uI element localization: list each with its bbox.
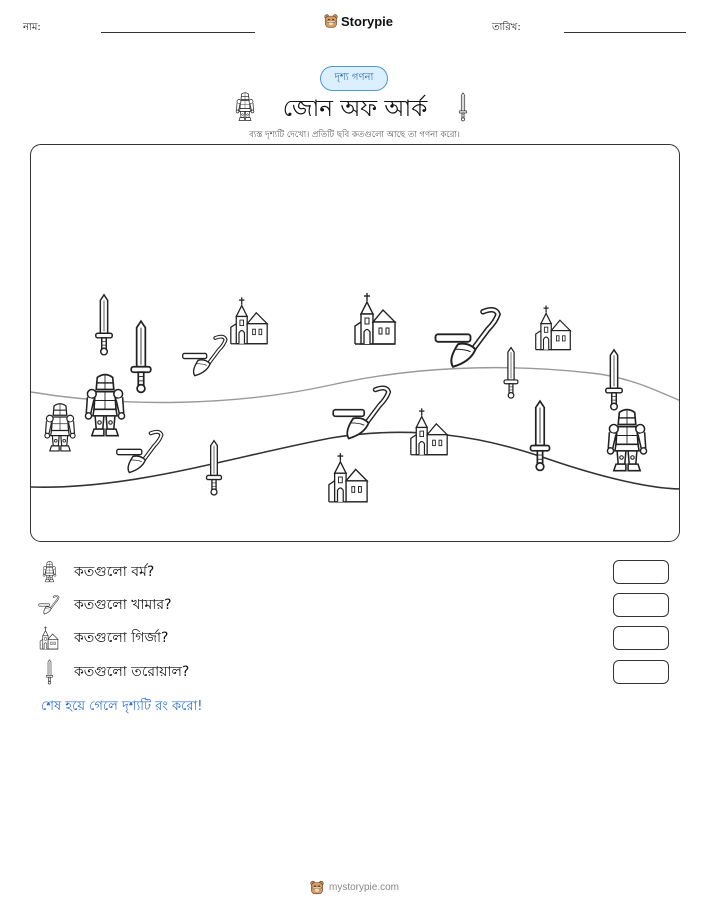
- brand-name: Storypie: [341, 13, 394, 29]
- knight-armor-icon: [607, 410, 646, 471]
- storypie-bear-icon: [324, 13, 338, 29]
- category-badge: দৃশ্য গণনা: [320, 66, 388, 91]
- finish-note: শেষ হয়ে গেলে দৃশ্যটি রং করো!: [41, 699, 203, 714]
- date-label: তারিখ:: [492, 22, 521, 33]
- date-field-line[interactable]: [564, 32, 686, 33]
- knight-armor-icon: [38, 560, 60, 584]
- sword-icon: [530, 401, 549, 470]
- name-field-line[interactable]: [101, 32, 255, 33]
- sword-icon: [606, 350, 622, 410]
- question-text: কতগুলো খামার?: [74, 597, 172, 613]
- knight-armor-icon: [235, 92, 255, 122]
- question-text: কতগুলো গির্জা?: [74, 630, 169, 646]
- plow-icon: [436, 310, 499, 367]
- counting-scene: [30, 144, 680, 542]
- storypie-bear-icon: [310, 880, 324, 895]
- sword-icon: [207, 441, 222, 495]
- question-row-sword: [38, 659, 672, 685]
- footer: [0, 880, 709, 895]
- church-icon: [355, 293, 395, 344]
- church-icon: [38, 626, 60, 650]
- footer-url[interactable]: mystorypie.com: [328, 882, 399, 893]
- name-label: নাম:: [23, 22, 41, 33]
- question-text: কতগুলো তরোয়াল?: [74, 664, 190, 680]
- brand-logo: [324, 13, 393, 29]
- plow-icon: [38, 593, 60, 617]
- knight-armor-icon: [85, 375, 124, 436]
- question-text: কতগুলো বর্ম?: [74, 564, 155, 580]
- sword-icon: [131, 321, 151, 392]
- church-icon: [536, 306, 571, 350]
- question-row-armor: [38, 559, 672, 585]
- answer-box-armor[interactable]: [613, 560, 669, 584]
- sword-icon: [504, 348, 518, 399]
- church-icon: [411, 408, 447, 454]
- instructions: ব্যস্ত দৃশ্যটি দেখো। প্রতিটি ছবি কতগুলো আছে তা গণনা করো।: [249, 130, 460, 140]
- plow-icon: [117, 432, 162, 473]
- page-title: জোন অফ আর্ক: [282, 96, 428, 122]
- sword-icon: [457, 92, 469, 122]
- church-icon: [231, 297, 267, 343]
- sword-icon: [96, 295, 112, 355]
- answer-box-plow[interactable]: [613, 593, 669, 617]
- plow-icon: [333, 388, 388, 438]
- answer-box-sword[interactable]: [613, 660, 669, 684]
- plow-icon: [183, 337, 226, 376]
- back-hill-line: [31, 368, 680, 403]
- sword-icon: [38, 660, 60, 684]
- question-row-church: [38, 625, 672, 651]
- question-row-plow: [38, 592, 672, 618]
- answer-box-church[interactable]: [613, 626, 669, 650]
- knight-armor-icon: [45, 404, 75, 451]
- church-icon: [329, 453, 367, 502]
